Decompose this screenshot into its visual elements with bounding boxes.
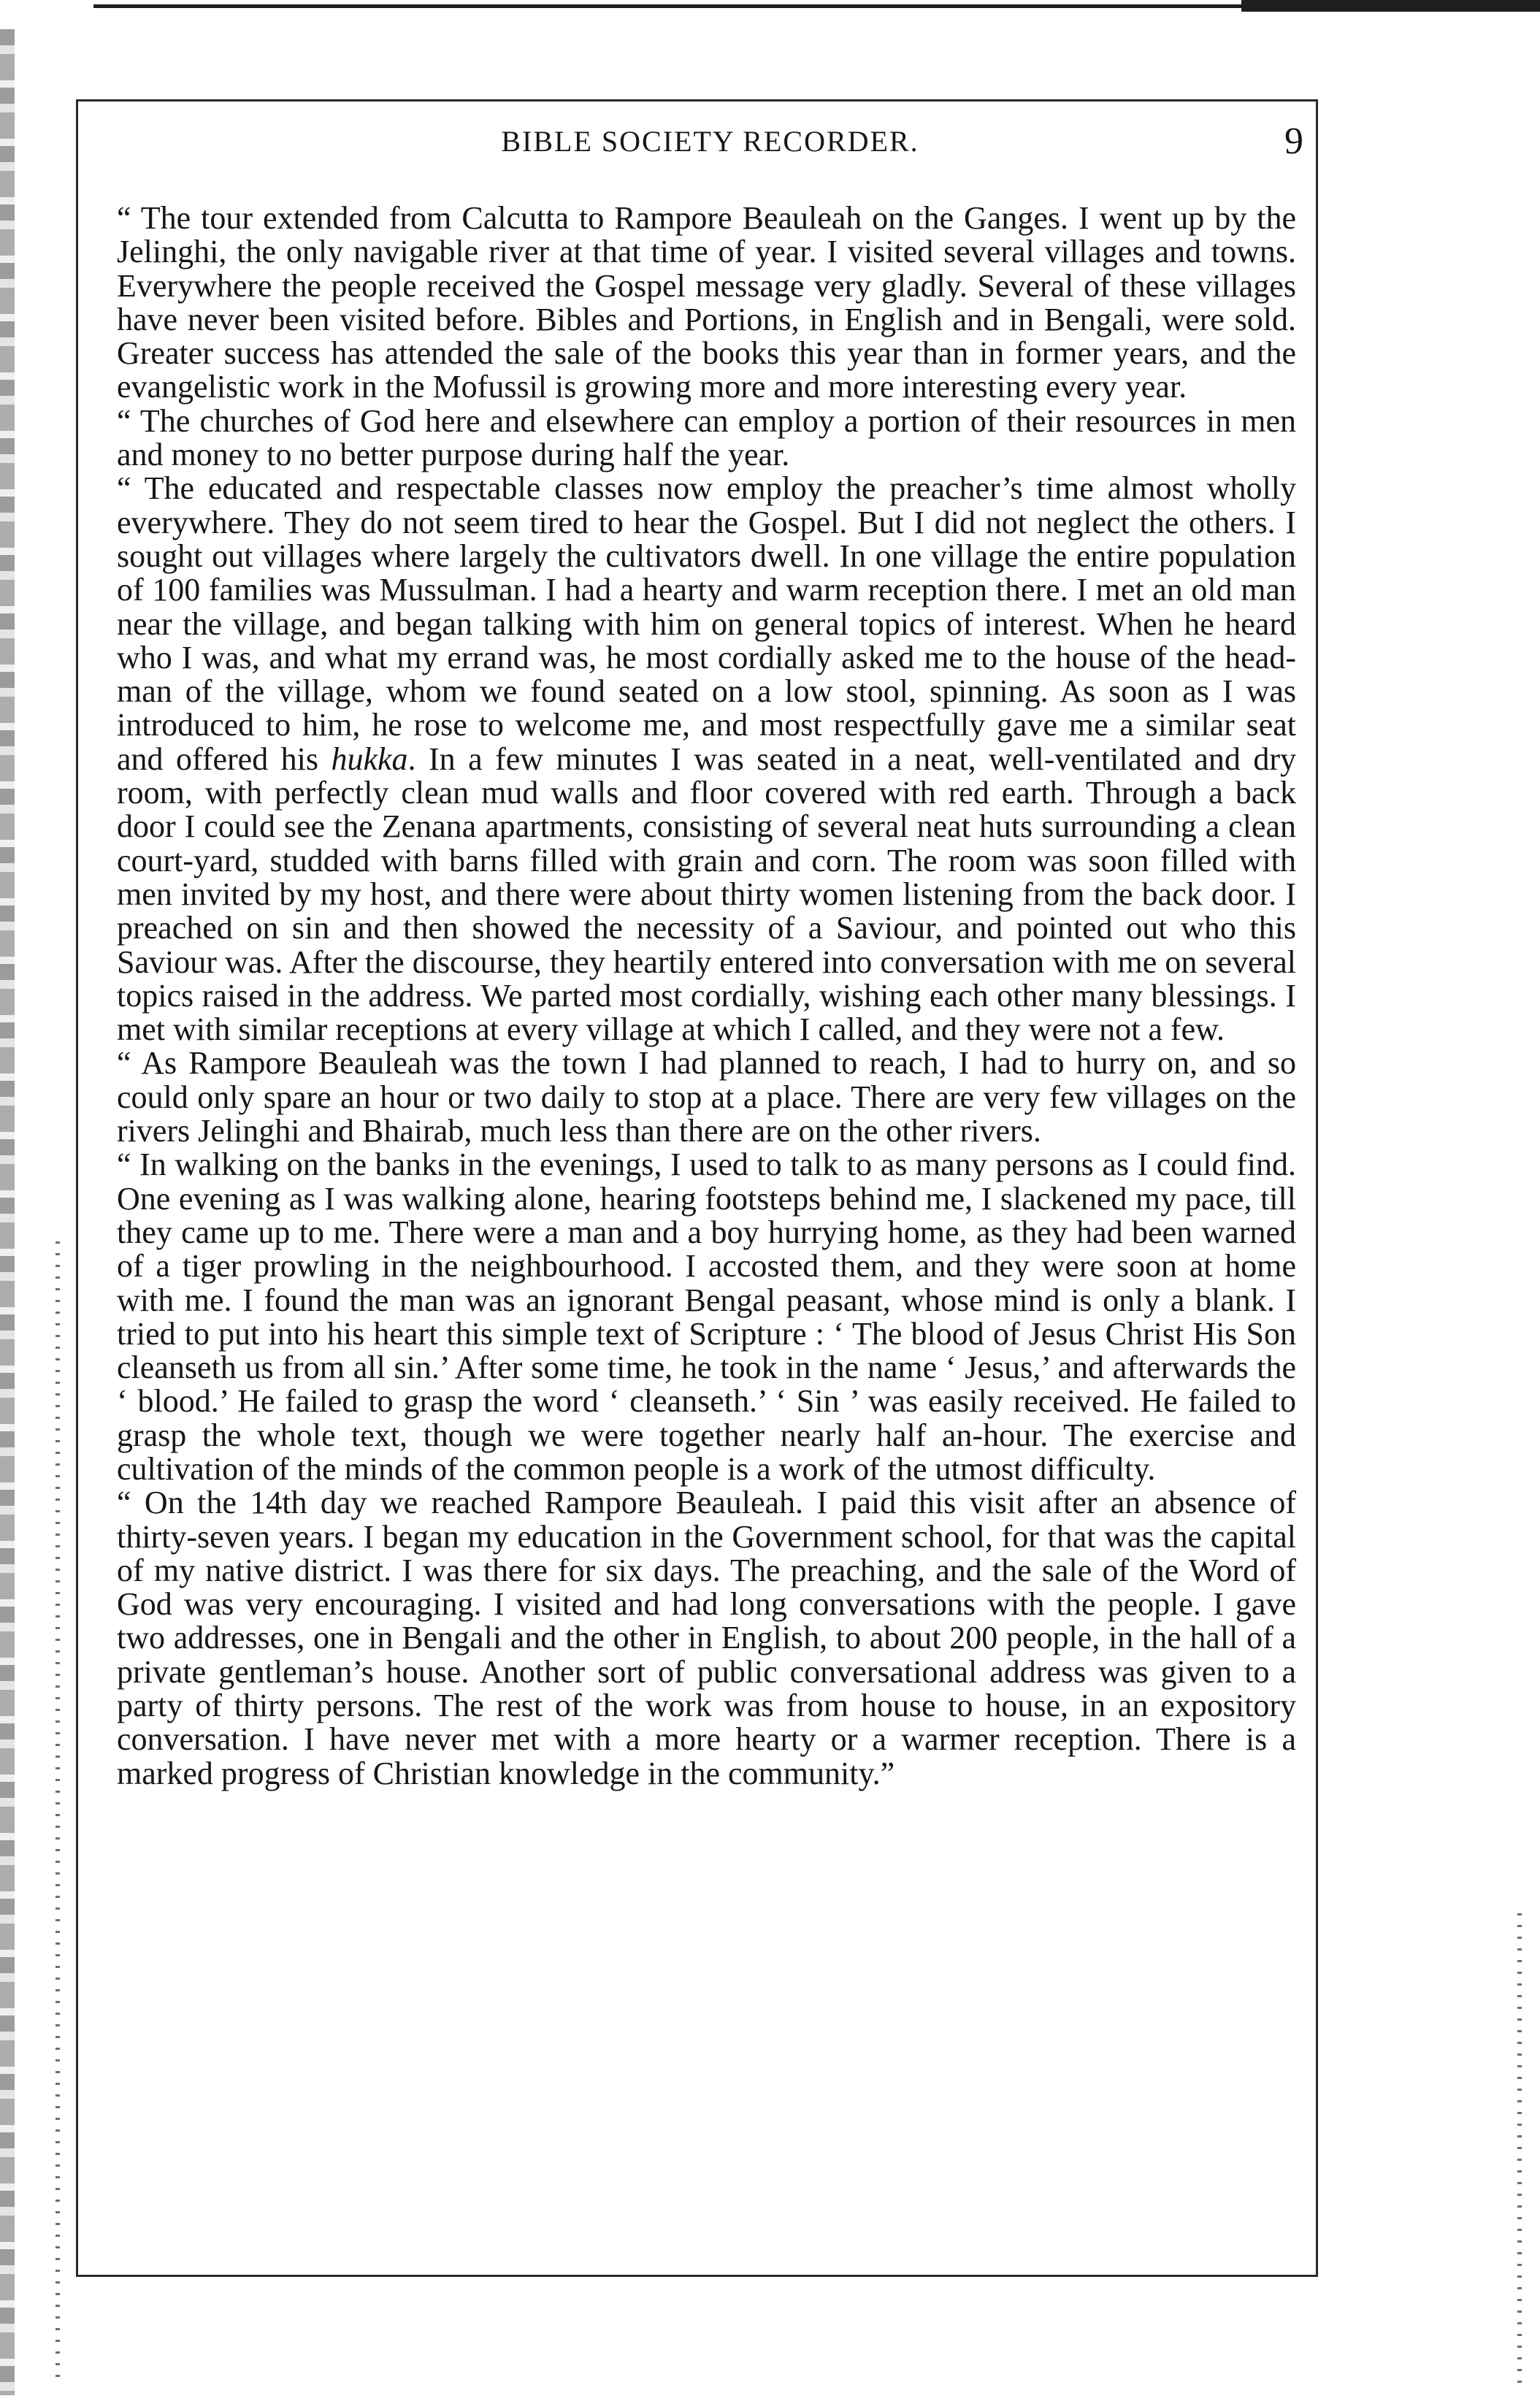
- top-border-mark: [1241, 0, 1540, 12]
- italic-word-hukka: hukka: [331, 740, 408, 777]
- running-title: BIBLE SOCIETY RECORDER.: [501, 125, 919, 158]
- margin-dotted-line-right: [1517, 1913, 1522, 2388]
- paragraph-rampore-journey: “ As Rampore Beauleah was the town I had planned to reach, I had to hurry on, and so could only spare an hour or two daily to stop at a place. There are very few villages on the rivers Jelinghi and Bhairab, much less than there are on the other rivers.: [117, 1045, 1296, 1149]
- article-body: [117, 202, 1296, 1791]
- binding-edge-shadow: [0, 29, 15, 2395]
- paragraph-churches: “ The churches of God here and elsewhere can employ a portion of their resources in men and money to no better purpose during half the year.: [117, 402, 1296, 473]
- paragraph-educated-classes-tail: . In a few minutes I was seated in a neat, well-ventilated and dry room, with perfectly clean mud walls and floor covered with red earth. Through a back door I could see the Zenana apartments, consisting of several neat huts surrounding a clean court-yard, studded with barns filled with grain and corn. The room was soon filled with men invited by my host, and there were about thirty women listening from the back door. I preached on sin and then showed the necessity of a Saviour, and pointed out who this Saviour was. After the discourse, they heartily entered into conversation with me on several topics raised in the address. We parted most cordially, wishing each other many blessings. I met with similar receptions at every village at which I called, and they were not a few.: [117, 740, 1297, 1048]
- margin-dotted-line: [55, 1241, 60, 2381]
- text-frame-bottom: [76, 2275, 1317, 2277]
- running-header: [117, 120, 1303, 168]
- paragraph-evening-walks: “ In walking on the banks in the evenings, I used to talk to as many persons as I could find. One evening as I was walking alone, hearing footsteps behind me, I slackened my pace, till they came up to me. There were a man and a boy hurrying home, as they had been warned of a tiger prowling in the neighbourhood. I accosted them, and they were soon at home with me. I found the man was an ignorant Bengal peasant, whose mind is only a blank. I tried to put into his heart this simple text of Scripture : ‘ The blood of Jesus Christ His Son cleanseth us from all sin.’ After some time, he took in the name ‘ Jesus,’ and afterwards the ‘ blood.’ He failed to grasp the word ‘ cleanseth.’ ‘ Sin ’ was easily received. He failed to grasp the whole text, though we were together nearly half an-hour. The exercise and cultivation of the minds of the common people is a work of the utmost difficulty.: [117, 1147, 1296, 1487]
- paragraph-arrival-rampore: “ On the 14th day we reached Rampore Beauleah. I paid this visit after an absence of thirty-seven years. I began my education in the Government school, for that was the capital of my native district. I was there for six days. The preaching, and the sale of the Word of God was very encouraging. I visited and had long conversations with the people. I gave two addresses, one in Bengali and the other in English, to about 200 people, in the hall of a private gentleman’s house. Another sort of public conversational address was given to a party of thirty persons. The rest of the work was from house to house, in an expository conversation. I have never met with a more hearty or a warmer reception. There is a marked progress of Christian knowledge in the community.”: [117, 1485, 1296, 1791]
- text-frame-right: [1316, 99, 1318, 2277]
- text-frame-left: [76, 99, 78, 2277]
- text-frame-top: [76, 99, 1317, 102]
- page-number: 9: [1284, 120, 1303, 162]
- paragraph-educated-classes: [117, 472, 1296, 1046]
- paragraph-tour: “ The tour extended from Calcutta to Rampore Beauleah on the Ganges. I went up by the Jelinghi, the only navigable river at that time of year. I visited several villages and towns. Everywhere the people received the Gospel message very gladly. Several of these villages have never been visited before. Bibles and Portions, in English and in Bengali, were sold. Greater success has attended the sale of the books this year than in former years, and the evangelistic work in the Mofussil is growing more and more interesting every year.: [117, 200, 1296, 405]
- paragraph-educated-classes-text: “ The educated and respectable classes now employ the preacher’s time almost wholly everywhere. They do not seem tired to hear the Gospel. But I did not neglect the others. I sought out villages where largely the cultivators dwell. In one village the entire population of 100 families was Mussulman. I had a hearty and warm reception there. I met an old man near the village, and began talking with him on general topics of interest. When he heard who I was, and what my errand was, he most cordially asked me to the house of the head-man of the village, whom we found seated on a low stool, spinning. As soon as I was introduced to him, he rose to welcome me, and most respectfully gave me a similar seat and offered his: [117, 470, 1296, 777]
